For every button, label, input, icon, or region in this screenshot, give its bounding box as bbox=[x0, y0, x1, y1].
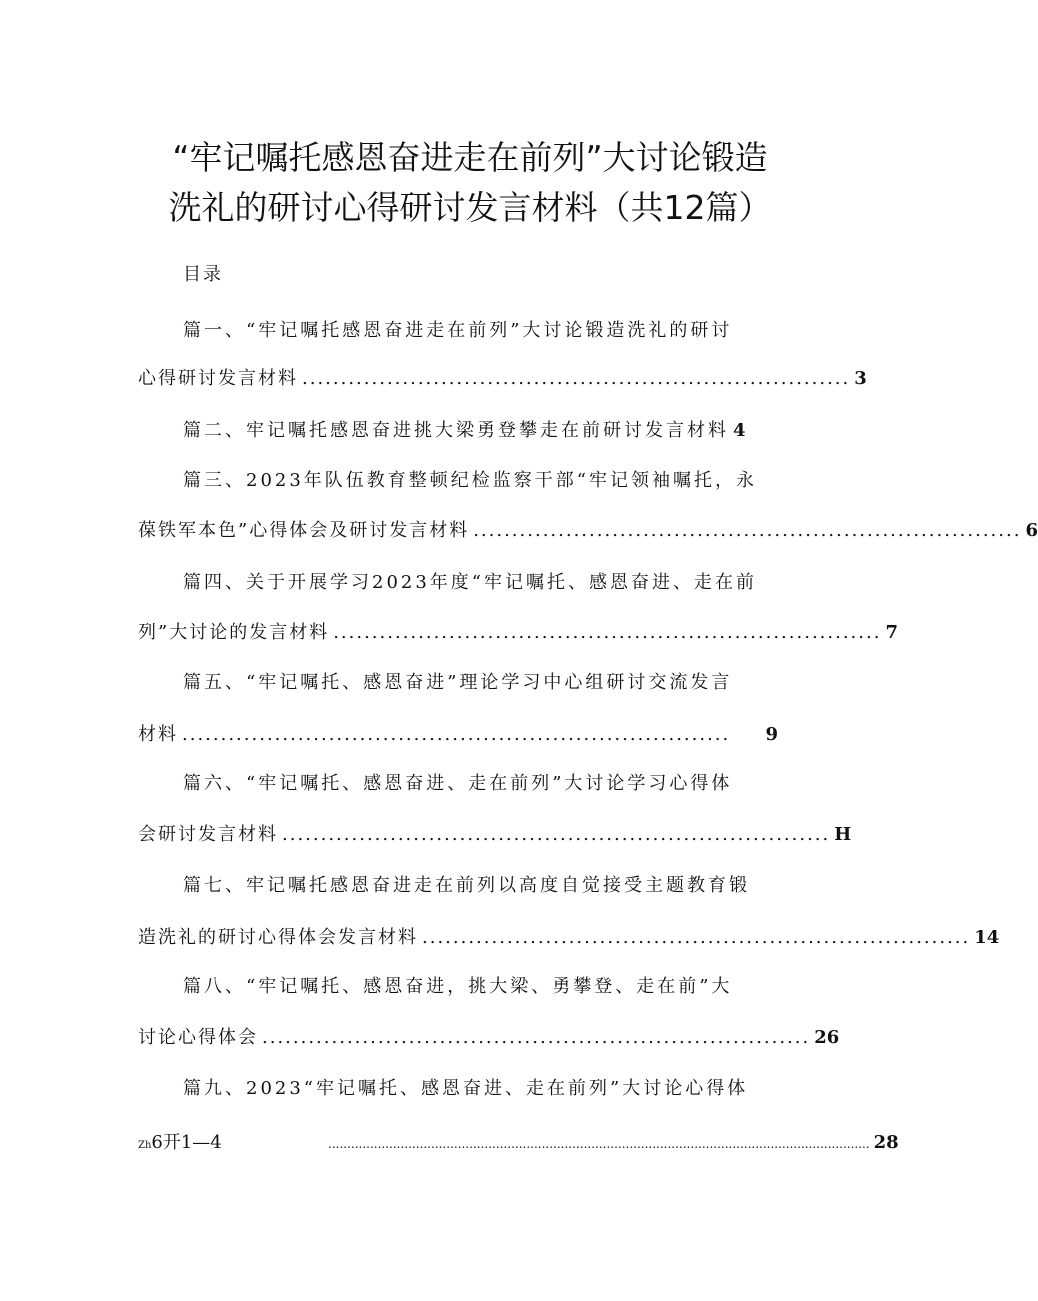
toc-entry-1-line-1[interactable]: 篇一、“牢记嘱托感恩奋进走在前列”大讨论锻造洗礼的研讨 bbox=[183, 320, 733, 341]
toc-entry-text bbox=[138, 1130, 328, 1159]
toc-page-number: 6 bbox=[1025, 520, 1038, 541]
dot-leader: .............................................................................................................................................. bbox=[328, 1137, 870, 1151]
toc-entry-text: 列”大讨论的发言材料 bbox=[138, 622, 330, 643]
dot-leader: ....................................................................... bbox=[422, 927, 971, 948]
dot-leader: ....................................................................... bbox=[282, 824, 831, 845]
garbled-text: 6开1—4 bbox=[151, 1132, 222, 1153]
toc-entry-7-line-2[interactable] bbox=[138, 925, 1000, 951]
toc-entry-text: 造洗礼的研讨心得体会发言材料 bbox=[138, 927, 418, 948]
document-title-line-2: 洗礼的研讨心得研讨发言材料（共12篇） bbox=[168, 188, 772, 227]
toc-entry-text: 材料 bbox=[138, 724, 178, 745]
toc-page-number: 3 bbox=[854, 368, 867, 389]
toc-page-number: 26 bbox=[814, 1027, 840, 1048]
dot-leader: ....................................................................... bbox=[262, 1027, 811, 1048]
dot-leader: ....................................................................... bbox=[333, 622, 882, 643]
toc-entry-text: 讨论心得体会 bbox=[138, 1027, 258, 1048]
toc-page-number: 14 bbox=[974, 927, 1000, 948]
toc-entry-2[interactable] bbox=[183, 418, 746, 444]
toc-entry-text: 心得研讨发言材料 bbox=[138, 368, 298, 389]
dot-leader: ....................................................................... bbox=[473, 520, 1022, 541]
small-prefix: Zh bbox=[138, 1140, 152, 1151]
toc-page-number: H bbox=[834, 824, 852, 845]
toc-entry-7-line-1[interactable]: 篇七、牢记嘱托感恩奋进走在前列以高度自觉接受主题教育锻 bbox=[183, 875, 750, 896]
toc-entry-8-line-2[interactable] bbox=[138, 1025, 840, 1051]
toc-entry-9-line-1[interactable]: 篇九、2023“牢记嘱托、感恩奋进、走在前列”大讨论心得体 bbox=[183, 1078, 749, 1099]
toc-entry-3-line-1[interactable]: 篇三、2023年队伍教育整顿纪检监察干部“牢记领袖嘱托，永 bbox=[183, 470, 758, 491]
toc-entry-text: 葆铁军本色”心得体会及研讨发言材料 bbox=[138, 520, 470, 541]
toc-entry-text: 篇二、牢记嘱托感恩奋进挑大梁勇登攀走在前研讨发言材料 bbox=[183, 420, 729, 441]
toc-entry-1-line-2[interactable] bbox=[138, 366, 867, 392]
toc-heading: 目录 bbox=[183, 264, 223, 285]
toc-page-number: 4 bbox=[733, 420, 746, 441]
toc-page-number: 7 bbox=[885, 622, 898, 643]
toc-entry-4-line-1[interactable]: 篇四、关于开展学习2023年度“牢记嘱托、感恩奋进、走在前 bbox=[183, 572, 758, 593]
toc-entry-text: 会研讨发言材料 bbox=[138, 824, 278, 845]
dot-leader: ....................................................................... bbox=[182, 724, 731, 745]
toc-entry-6-line-2[interactable] bbox=[138, 822, 852, 848]
toc-entry-9-line-2[interactable] bbox=[138, 1130, 899, 1159]
toc-entry-5-line-2[interactable] bbox=[138, 722, 778, 748]
toc-page-number: 28 bbox=[873, 1132, 899, 1153]
toc-entry-3-line-2[interactable] bbox=[138, 518, 1038, 544]
toc-page-number: 9 bbox=[765, 724, 778, 745]
document-title-line-1: “牢记嘱托感恩奋进走在前列”大讨论锻造 bbox=[172, 138, 768, 177]
toc-entry-4-line-2[interactable] bbox=[138, 620, 898, 646]
toc-entry-6-line-1[interactable]: 篇六、“牢记嘱托、感恩奋进、走在前列”大讨论学习心得体 bbox=[183, 773, 733, 794]
toc-entry-5-line-1[interactable]: 篇五、“牢记嘱托、感恩奋进”理论学习中心组研讨交流发言 bbox=[183, 672, 733, 693]
dot-leader: ....................................................................... bbox=[302, 368, 851, 389]
toc-entry-8-line-1[interactable]: 篇八、“牢记嘱托、感恩奋进，挑大梁、勇攀登、走在前”大 bbox=[183, 976, 733, 997]
